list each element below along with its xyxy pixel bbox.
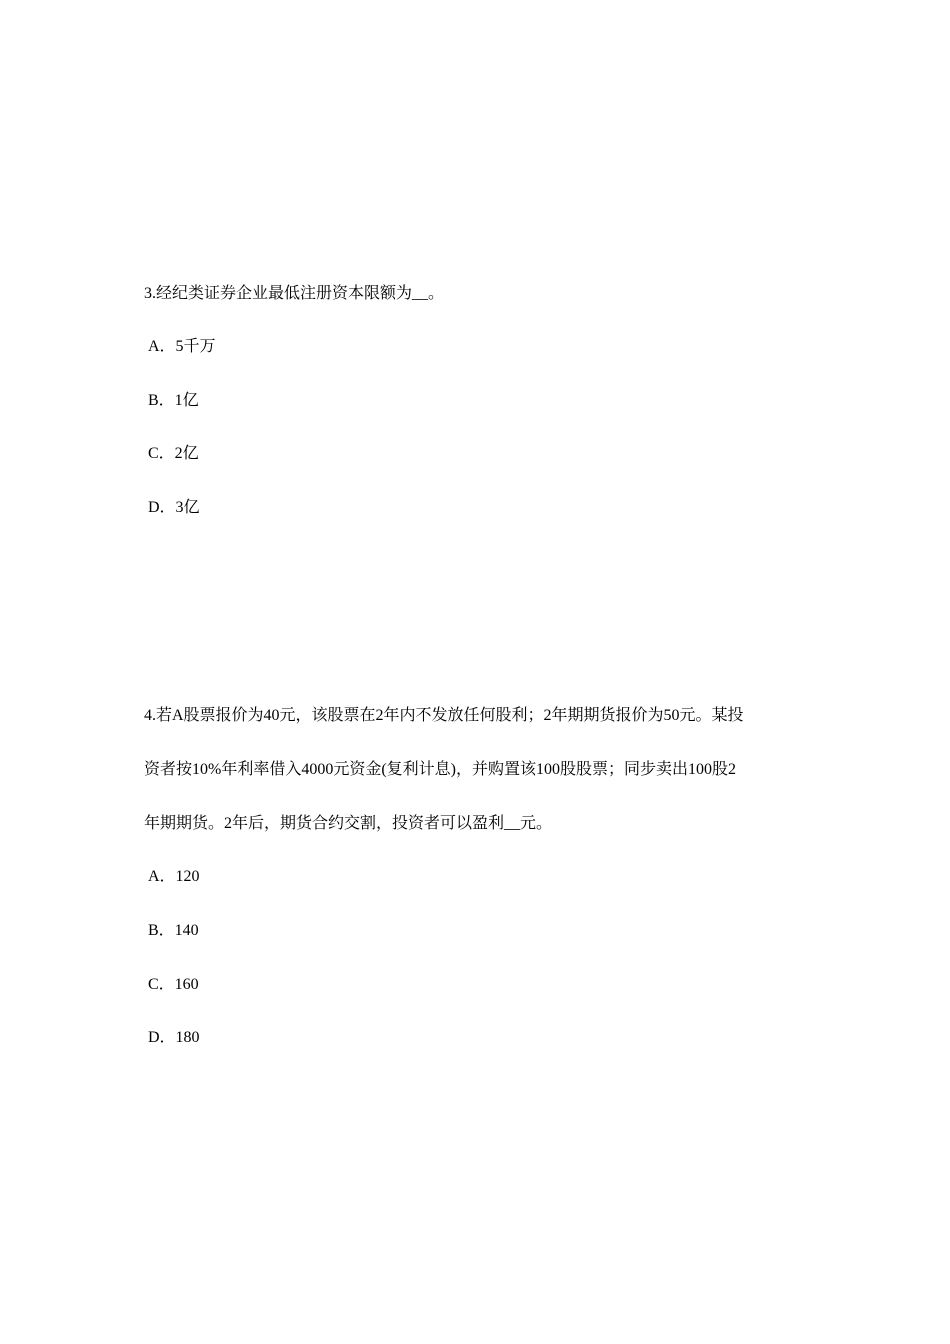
- question-4-stem-line-1: 4.若A股票报价为40元，该股票在2年内不发放任何股利；2年期期货报价为50元。某投: [144, 707, 744, 724]
- question-4-option-d: D．180: [148, 1029, 200, 1046]
- question-3-option-b: B．1亿: [148, 392, 199, 409]
- question-4-option-b: B．140: [148, 922, 199, 939]
- question-4-stem-line-3: 年期期货。2年后，期货合约交割，投资者可以盈利__元。: [144, 815, 553, 832]
- question-3-option-d: D．3亿: [148, 499, 200, 516]
- question-3-option-a: A．5千万: [148, 338, 216, 355]
- question-4-stem-line-2: 资者按10%年利率借入4000元资金(复利计息)，并购置该100股股票；同步卖出100股2: [144, 761, 736, 778]
- question-3-option-c: C．2亿: [148, 445, 199, 462]
- question-4-option-a: A．120: [148, 868, 200, 885]
- question-3-stem: 3.经纪类证券企业最低注册资本限额为__。: [144, 285, 445, 302]
- question-4-option-c: C．160: [148, 976, 199, 993]
